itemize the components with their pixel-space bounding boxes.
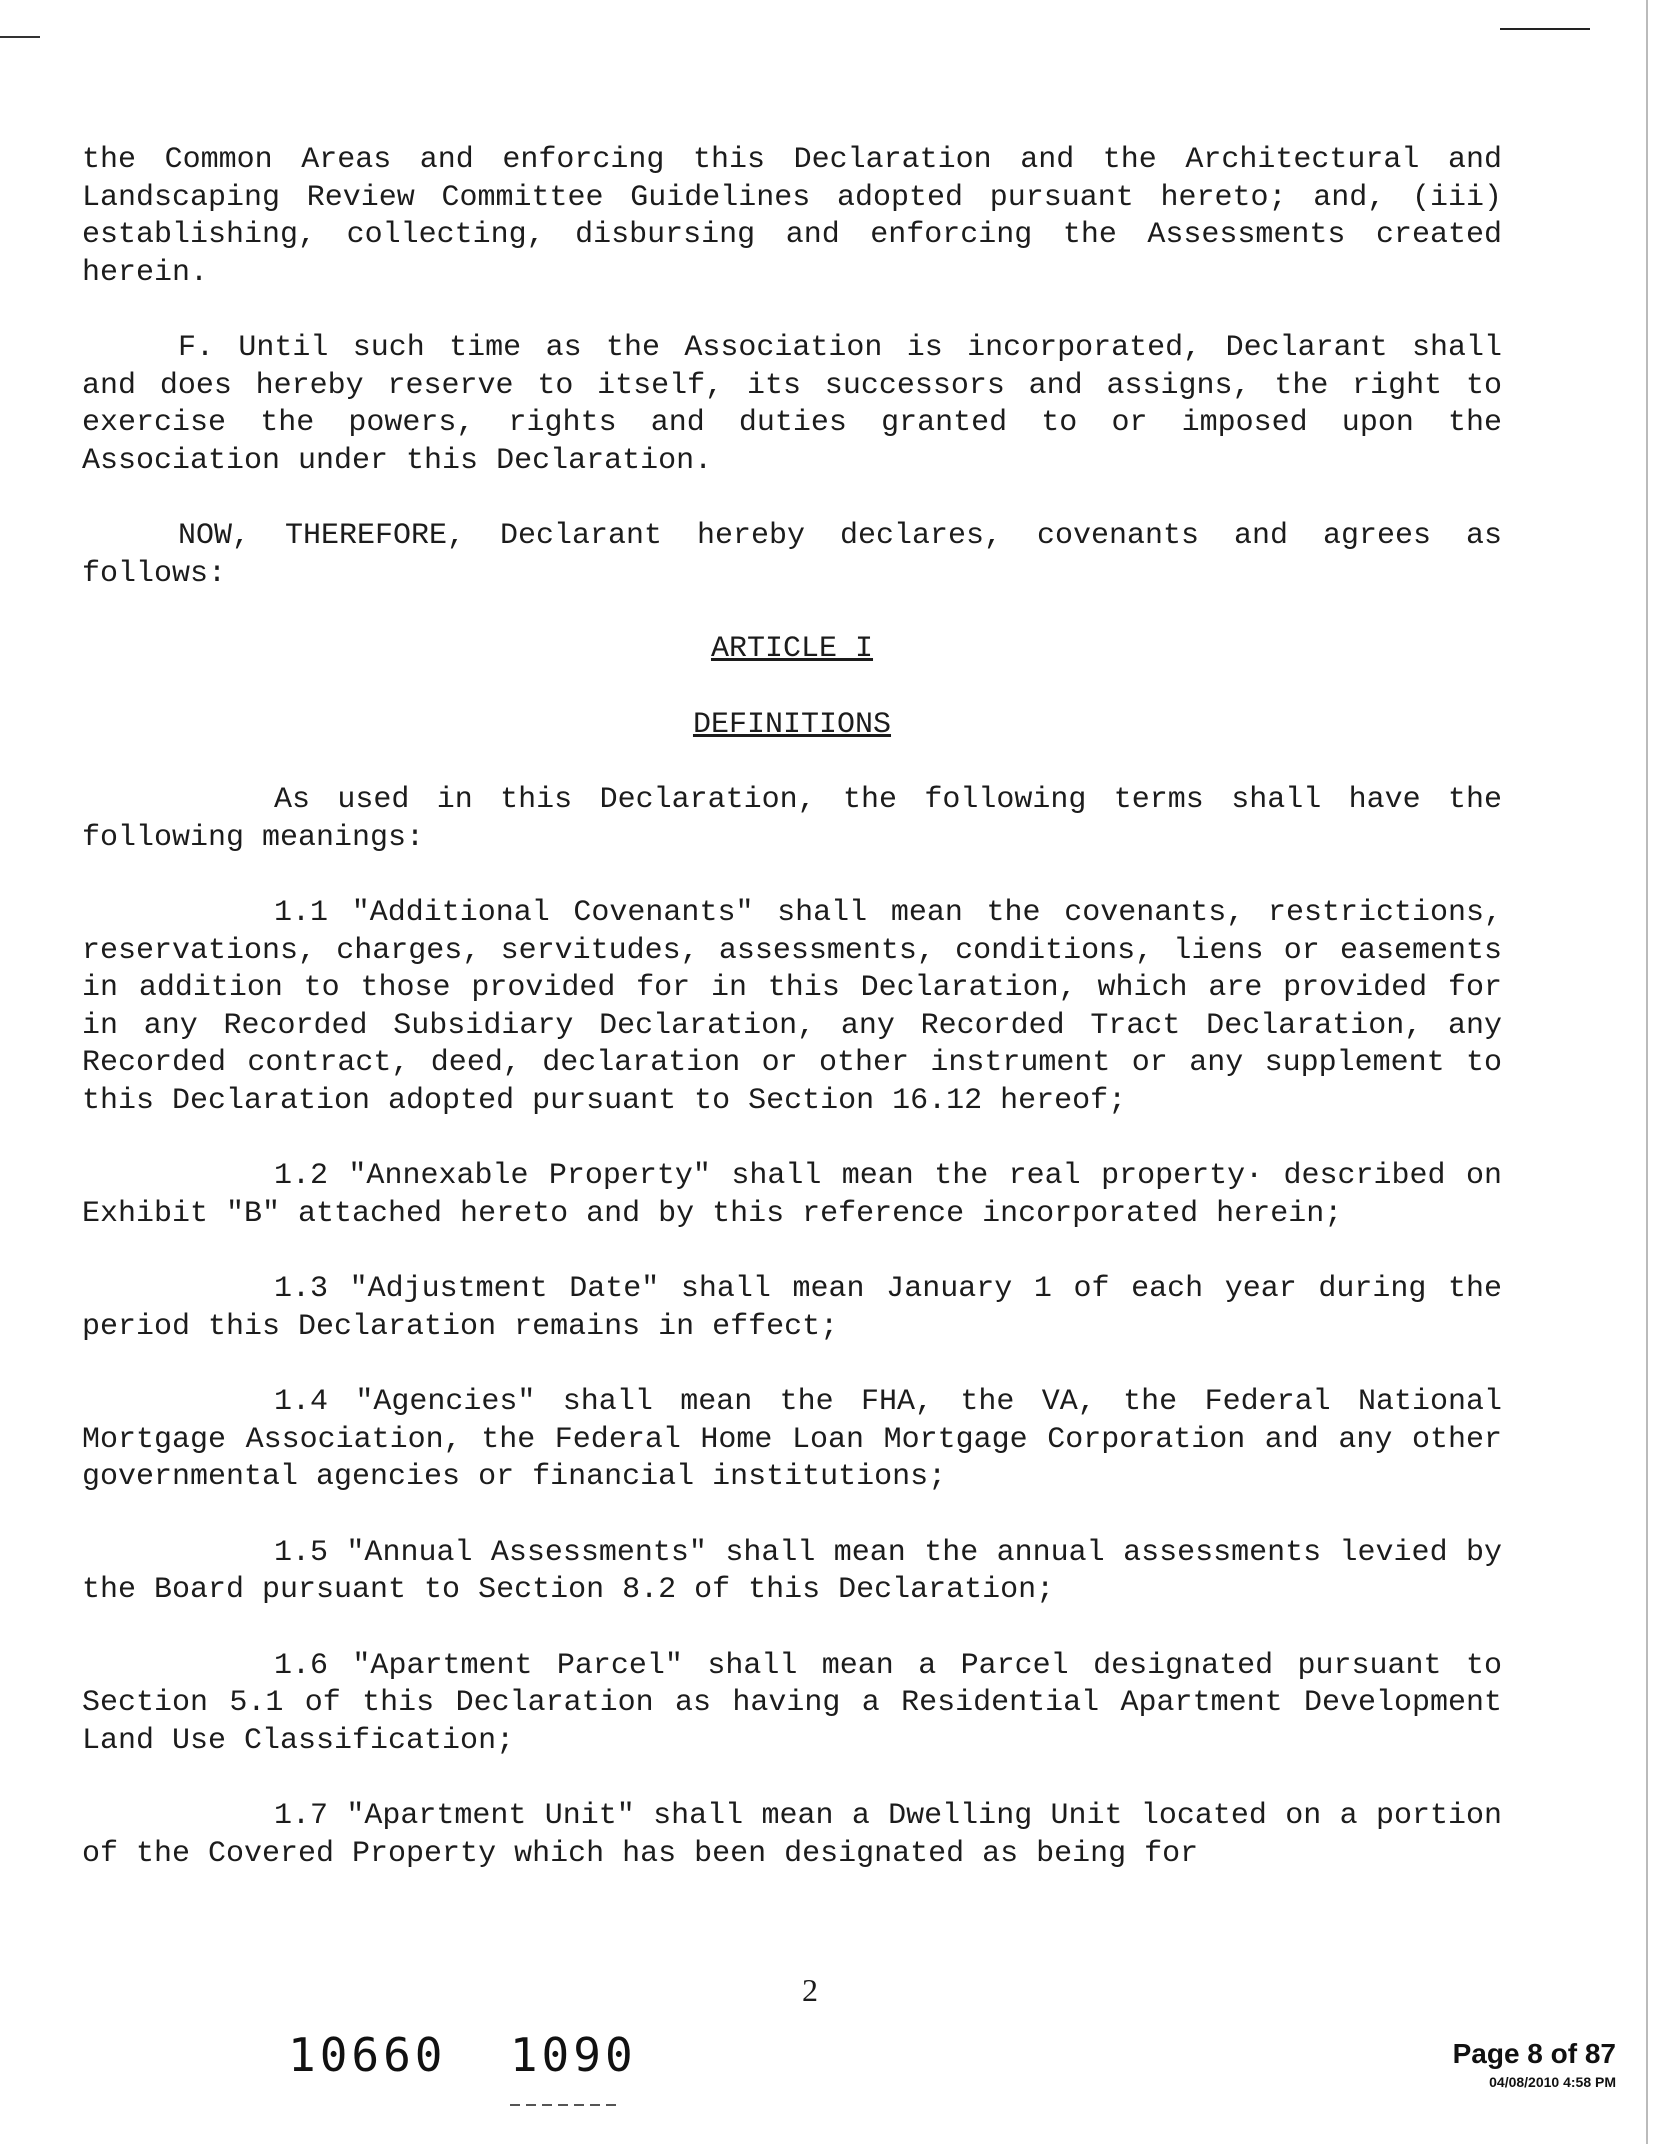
article-subheading: DEFINITIONS xyxy=(692,707,892,742)
definition-1-6: 1.6 "Apartment Parcel" shall mean a Parcel designated pursuant to Section 5.1 of this Declaration as having a Residential Apartment Development Land Use Classification; xyxy=(82,1648,1502,1758)
paragraph-recital-f: F. Until such time as the Association is incorporated, Declarant shall and does hereby reserve to itself, its successors and assigns, the right to exercise the powers, rights and duties granted to or imposed upon the Association under this Declaration. xyxy=(82,331,1502,478)
definition-1-2: 1.2 "Annexable Property" shall mean the real property· described on Exhibit "B" attached hereto and by this reference incorporated herein; xyxy=(82,1159,1502,1231)
print-timestamp: 04/08/2010 4:58 PM xyxy=(1489,2074,1616,2090)
definitions-intro: As used in this Declaration, the following terms shall have the following meanings: xyxy=(82,783,1502,855)
definition-1-1: 1.1 "Additional Covenants" shall mean the covenants, restrictions, reservations, charges, servitudes, assessments, conditions, liens or easements in addition to those provided for in this Declaration, which are provided for in any Recorded Subsidiary Declaration, any Recorded Tract Declaration, any Recorded contract, deed, declaration or other instrument or any supplement to this Declaration adopted pursuant to Section 16.12 hereof; xyxy=(82,896,1502,1118)
page-count: Page 8 of 87 xyxy=(1452,2038,1616,2069)
definition-1-5: 1.5 "Annual Assessments" shall mean the annual assessments levied by the Board pursuant to Section 8.2 of this Declaration; xyxy=(82,1535,1502,1607)
article-heading: ARTICLE I xyxy=(710,632,874,666)
page-number: 2 xyxy=(802,1972,818,2008)
definition-1-4: 1.4 "Agencies" shall mean the FHA, the VA, the Federal National Mortgage Association, the Federal Home Loan Mortgage Corporation and any other governmental agencies or financial institutions; xyxy=(82,1385,1502,1494)
paragraph-continuation: the Common Areas and enforcing this Declaration and the Architectural and Landscaping Review Committee Guidelines adopted pursuant hereto; and, (iii) establishing, collecting, disbursing and enforcing the Assessments created herein. xyxy=(82,143,1502,290)
paragraph-now-therefore: NOW, THEREFORE, Declarant hereby declares, covenants and agrees as follows: xyxy=(82,519,1502,591)
stamp-mark xyxy=(510,2104,620,2106)
recording-stamp: 10660 1090 xyxy=(288,2028,637,2082)
scan-mark xyxy=(0,36,40,38)
scan-edge xyxy=(1646,0,1648,2144)
document-body xyxy=(82,142,1502,1911)
definition-1-3: 1.3 "Adjustment Date" shall mean January 1 of each year during the period this Declaration remains in effect; xyxy=(82,1272,1502,1344)
definition-1-7: 1.7 "Apartment Unit" shall mean a Dwelling Unit located on a portion of the Covered Property which has been designated as being for xyxy=(82,1799,1502,1871)
scan-line xyxy=(1500,28,1590,30)
page-count-block xyxy=(1453,2038,1616,2090)
